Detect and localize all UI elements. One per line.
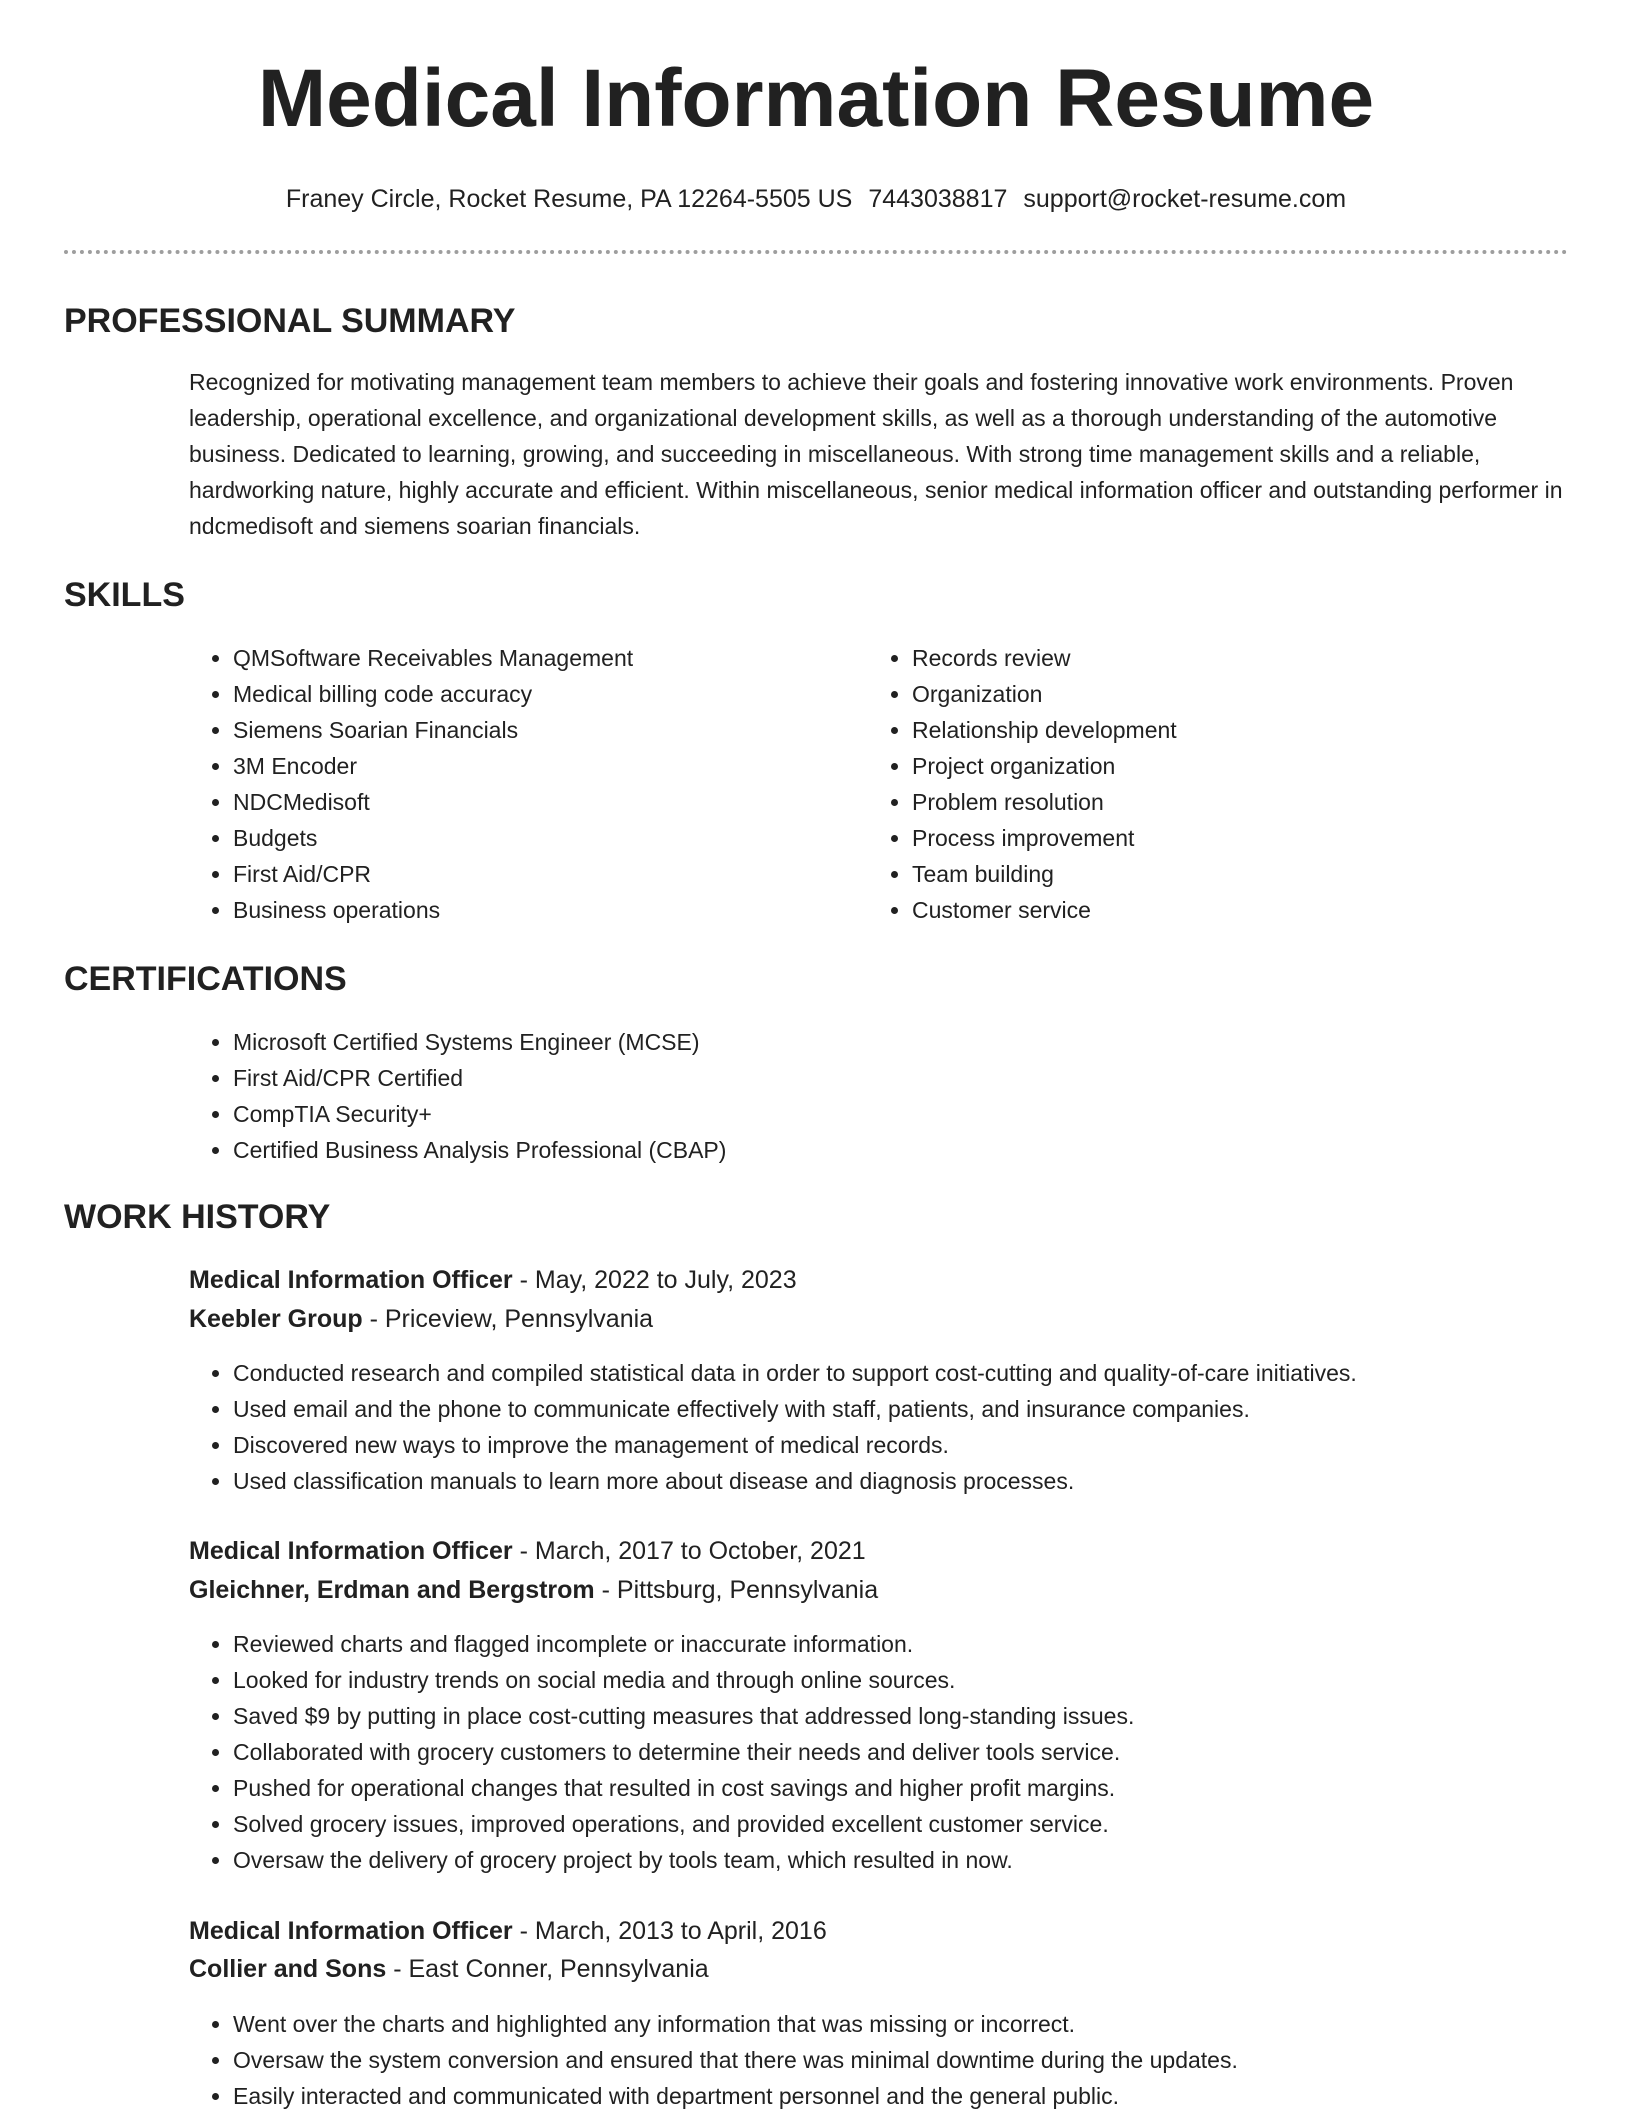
job-title-line (189, 1912, 827, 1950)
job-company-line (189, 1571, 878, 1609)
job-role: Medical Information Officer (189, 1537, 513, 1565)
job-location: - Pittsburg, Pennsylvania (594, 1576, 879, 1604)
contact-address: Franey Circle, Rocket Resume, PA 12264-5505 US (285, 185, 853, 213)
list-item: • Reviewed charts and flagged incomplete or inaccurate information. (233, 1626, 1613, 1662)
section-title-summary: PROFESSIONAL SUMMARY (64, 302, 516, 340)
list-item: • Organization (912, 676, 1532, 712)
skills-list-left (189, 640, 853, 928)
header-divider (64, 250, 1568, 254)
job-bullets (189, 1626, 1613, 1878)
job-company-line (189, 1950, 709, 1988)
job-bullets (189, 1355, 1613, 1499)
job-location: - East Conner, Pennsylvania (386, 1955, 709, 1983)
list-item: • Solved grocery issues, improved operations, and provided excellent customer service. (233, 1806, 1613, 1842)
list-item: • Project organization (912, 748, 1532, 784)
contact-email: support@rocket-resume.com (1023, 185, 1347, 213)
job-title-line (189, 1261, 797, 1299)
list-item: • Oversaw the system conversion and ensured that there was minimal downtime during the updates. (233, 2042, 1613, 2078)
list-item: • First Aid/CPR (233, 856, 853, 892)
summary-text: Recognized for motivating management team members to achieve their goals and fostering innovative work environments. Proven leadership, operational excellence, and organizational development skills, as well as a thorough understanding of the automotive business. Dedicated to learning, growing, and succeeding in miscellaneous. With strong time management skills and a reliable, hardworking nature, highly accurate and efficient. Within miscellaneous, senior medical information officer and outstanding performer in ndcmedisoft and siemens soarian financials. (189, 369, 1563, 539)
list-item: • Process improvement (912, 820, 1532, 856)
list-item: • 3M Encoder (233, 748, 853, 784)
job-dates: - March, 2017 to October, 2021 (512, 1537, 866, 1565)
list-item: • QMSoftware Receivables Management (233, 640, 853, 676)
skills-list-right (868, 640, 1532, 928)
section-title-certifications: CERTIFICATIONS (64, 960, 347, 998)
certifications-list (189, 1024, 1533, 1168)
job-company: Keebler Group (189, 1305, 363, 1333)
list-item: • Customer service (912, 892, 1532, 928)
list-item: • Certified Business Analysis Professional (CBAP) (233, 1132, 1533, 1168)
job-company: Gleichner, Erdman and Bergstrom (189, 1576, 595, 1604)
list-item: • Medical billing code accuracy (233, 676, 853, 712)
job-location: - Priceview, Pennsylvania (362, 1305, 654, 1333)
list-item: • Easily interacted and communicated with department personnel and the general public. (233, 2078, 1613, 2114)
list-item: • Looked for industry trends on social media and through online sources. (233, 1662, 1613, 1698)
list-item: • NDCMedisoft (233, 784, 853, 820)
job-role: Medical Information Officer (189, 1917, 513, 1945)
list-item: • Used email and the phone to communicate effectively with staff, patients, and insurance companies. (233, 1391, 1613, 1427)
list-item: • Budgets (233, 820, 853, 856)
list-item: • Team building (912, 856, 1532, 892)
list-item: • Saved $9 by putting in place cost-cutting measures that addressed long-standing issues. (233, 1698, 1613, 1734)
list-item: • Discovered new ways to improve the management of medical records. (233, 1427, 1613, 1463)
list-item: • Relationship development (912, 712, 1532, 748)
list-item: • Oversaw the delivery of grocery project by tools team, which resulted in now. (233, 1842, 1613, 1878)
list-item: • CompTIA Security+ (233, 1096, 1533, 1132)
list-item: • Problem resolution (912, 784, 1532, 820)
job-bullets (189, 2006, 1613, 2114)
section-title-skills: SKILLS (64, 576, 185, 614)
list-item: • First Aid/CPR Certified (233, 1060, 1533, 1096)
section-title-work-history: WORK HISTORY (64, 1198, 331, 1236)
job-company: Collier and Sons (189, 1955, 387, 1983)
list-item: • Collaborated with grocery customers to determine their needs and deliver tools service. (233, 1734, 1613, 1770)
list-item: • Siemens Soarian Financials (233, 712, 853, 748)
job-role: Medical Information Officer (189, 1266, 513, 1294)
list-item: • Microsoft Certified Systems Engineer (MCSE) (233, 1024, 1533, 1060)
list-item: • Records review (912, 640, 1532, 676)
resume-title: Medical Information Resume (257, 53, 1375, 144)
list-item: • Conducted research and compiled statistical data in order to support cost-cutting and quality-of-care initiatives. (233, 1355, 1613, 1391)
list-item: • Business operations (233, 892, 853, 928)
job-title-line (189, 1532, 866, 1570)
list-item: • Went over the charts and highlighted any information that was missing or incorrect. (233, 2006, 1613, 2042)
list-item: • Pushed for operational changes that resulted in cost savings and higher profit margins. (233, 1770, 1613, 1806)
contact-phone: 7443038817 (868, 185, 1008, 213)
list-item: • Used classification manuals to learn more about disease and diagnosis processes. (233, 1463, 1613, 1499)
job-dates: - March, 2013 to April, 2016 (512, 1917, 827, 1945)
job-company-line (189, 1300, 653, 1338)
job-dates: - May, 2022 to July, 2023 (512, 1266, 797, 1294)
contact-line (0, 182, 1632, 216)
